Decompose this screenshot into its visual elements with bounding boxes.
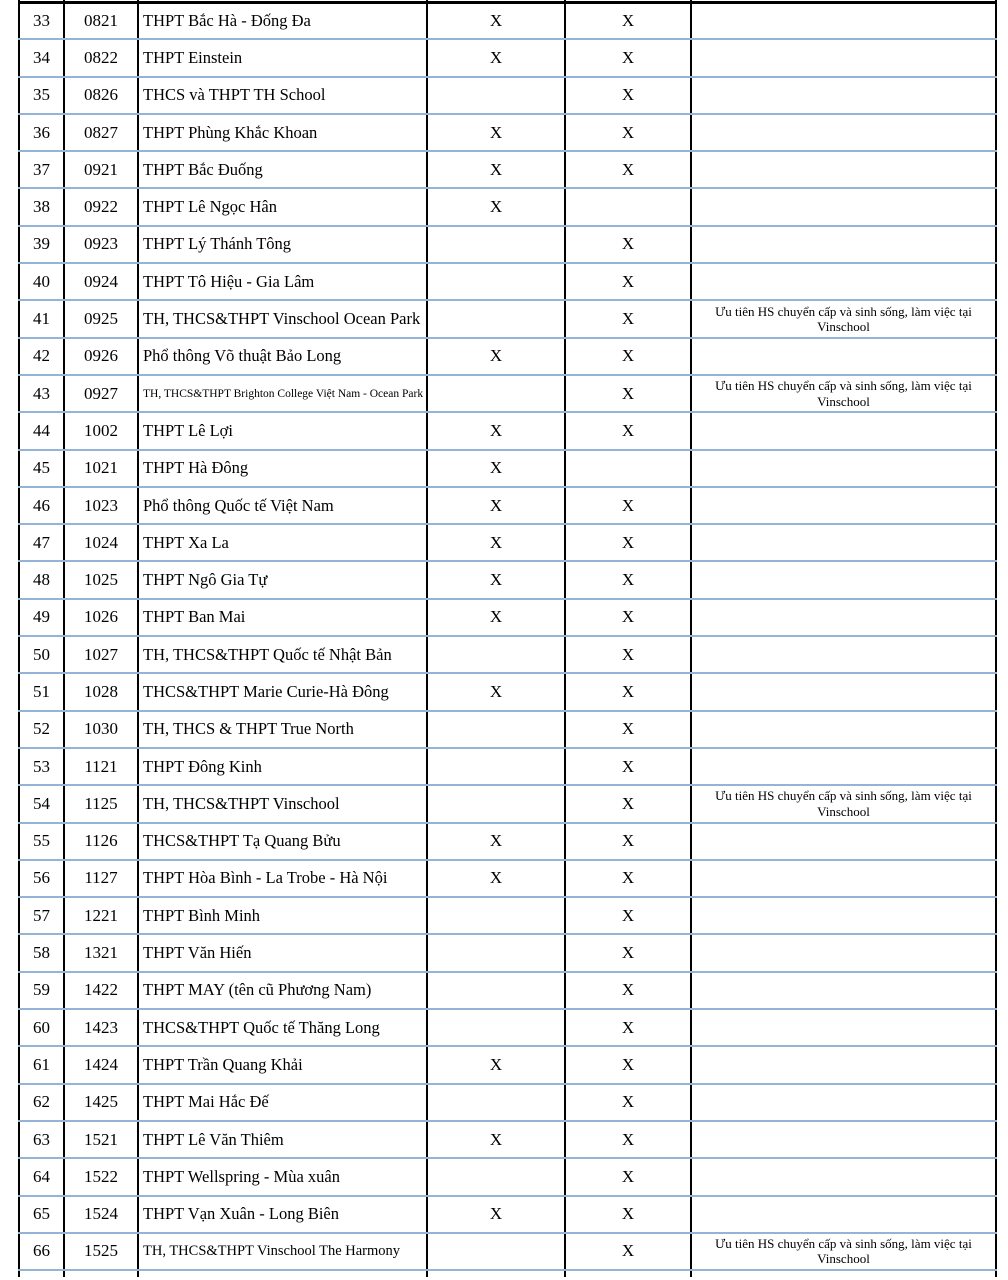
table-row bbox=[19, 114, 996, 151]
mark-col-1-cell: X bbox=[427, 39, 565, 76]
school-code-cell: 0923 bbox=[64, 226, 138, 263]
school-name-cell: THPT Ban Mai bbox=[138, 599, 427, 636]
table-row bbox=[19, 1121, 996, 1158]
school-code-cell: 1521 bbox=[64, 1121, 138, 1158]
row-number-cell: 41 bbox=[19, 300, 64, 337]
row-number-cell: 65 bbox=[19, 1196, 64, 1233]
school-code-cell: 1126 bbox=[64, 823, 138, 860]
school-name-cell: TH, THCS&THPT Brighton College Việt Nam - Ocean Park bbox=[138, 375, 427, 412]
row-number-cell: 61 bbox=[19, 1046, 64, 1083]
mark-col-1-cell bbox=[427, 300, 565, 337]
priority-note-cell bbox=[691, 188, 996, 225]
mark-col-2-cell: X bbox=[565, 39, 691, 76]
mark-col-2-cell: X bbox=[565, 748, 691, 785]
priority-note-cell bbox=[691, 748, 996, 785]
priority-note-cell bbox=[691, 226, 996, 263]
table-row bbox=[19, 151, 996, 188]
row-number-cell: 36 bbox=[19, 114, 64, 151]
school-name-cell: THPT Lê Ngọc Hân bbox=[138, 188, 427, 225]
school-name-cell: THPT Lê Lợi bbox=[138, 412, 427, 449]
mark-col-2-cell: X bbox=[565, 2, 691, 39]
table-row bbox=[19, 524, 996, 561]
table-row bbox=[19, 450, 996, 487]
mark-col-2-cell: X bbox=[565, 1233, 691, 1270]
mark-col-2-cell: X bbox=[565, 524, 691, 561]
priority-note-cell bbox=[691, 599, 996, 636]
mark-col-1-cell bbox=[427, 897, 565, 934]
priority-note-cell bbox=[691, 1084, 996, 1121]
mark-col-1-cell: X bbox=[427, 1046, 565, 1083]
school-code-cell: 1030 bbox=[64, 711, 138, 748]
mark-col-2-cell: X bbox=[565, 487, 691, 524]
row-number-cell: 64 bbox=[19, 1158, 64, 1195]
school-code-cell: 1425 bbox=[64, 1084, 138, 1121]
priority-note-cell bbox=[691, 524, 996, 561]
school-code-cell: 1422 bbox=[64, 972, 138, 1009]
priority-note-cell bbox=[691, 972, 996, 1009]
mark-col-2-cell: X bbox=[565, 412, 691, 449]
school-name-cell: THPT Lý Thánh Tông bbox=[138, 226, 427, 263]
row-number-cell: 33 bbox=[19, 2, 64, 39]
table-row bbox=[19, 1233, 996, 1270]
priority-note-cell bbox=[691, 338, 996, 375]
table-row bbox=[19, 188, 996, 225]
school-code-cell: 1423 bbox=[64, 1009, 138, 1046]
table-row bbox=[19, 1158, 996, 1195]
school-code-cell: 1028 bbox=[64, 673, 138, 710]
school-code-cell: 1025 bbox=[64, 561, 138, 598]
cell-empty bbox=[138, 1270, 427, 1277]
mark-col-1-cell: X bbox=[427, 823, 565, 860]
mark-col-1-cell bbox=[427, 1084, 565, 1121]
mark-col-2-cell: X bbox=[565, 375, 691, 412]
row-number-cell: 51 bbox=[19, 673, 64, 710]
row-number-cell: 58 bbox=[19, 934, 64, 971]
mark-col-2-cell: X bbox=[565, 300, 691, 337]
table-row bbox=[19, 897, 996, 934]
table-row bbox=[19, 823, 996, 860]
row-number-cell: 50 bbox=[19, 636, 64, 673]
school-name-cell: THPT Mai Hắc Đế bbox=[138, 1084, 427, 1121]
table-row bbox=[19, 487, 996, 524]
school-table bbox=[18, 0, 997, 1277]
school-name-cell: THPT Bình Minh bbox=[138, 897, 427, 934]
school-code-cell: 1024 bbox=[64, 524, 138, 561]
row-number-cell: 45 bbox=[19, 450, 64, 487]
priority-note-cell bbox=[691, 897, 996, 934]
row-number-cell: 44 bbox=[19, 412, 64, 449]
mark-col-2-cell: X bbox=[565, 561, 691, 598]
school-code-cell: 1023 bbox=[64, 487, 138, 524]
table-row bbox=[19, 263, 996, 300]
mark-col-2-cell: X bbox=[565, 785, 691, 822]
table-row bbox=[19, 636, 996, 673]
school-code-cell: 0925 bbox=[64, 300, 138, 337]
school-name-cell: THPT Lê Văn Thiêm bbox=[138, 1121, 427, 1158]
priority-note-cell bbox=[691, 823, 996, 860]
priority-note-cell bbox=[691, 711, 996, 748]
priority-note-cell bbox=[691, 1046, 996, 1083]
table-row bbox=[19, 2, 996, 39]
row-number-cell: 66 bbox=[19, 1233, 64, 1270]
mark-col-1-cell bbox=[427, 1233, 565, 1270]
table-row bbox=[19, 748, 996, 785]
table-row bbox=[19, 412, 996, 449]
priority-note-cell bbox=[691, 412, 996, 449]
row-number-cell: 42 bbox=[19, 338, 64, 375]
mark-col-1-cell: X bbox=[427, 487, 565, 524]
mark-col-1-cell bbox=[427, 972, 565, 1009]
mark-col-2-cell: X bbox=[565, 972, 691, 1009]
mark-col-2-cell: X bbox=[565, 226, 691, 263]
table-row bbox=[19, 1084, 996, 1121]
school-code-cell: 1522 bbox=[64, 1158, 138, 1195]
table-row bbox=[19, 226, 996, 263]
mark-col-1-cell: X bbox=[427, 1196, 565, 1233]
mark-col-1-cell bbox=[427, 226, 565, 263]
school-code-cell: 0927 bbox=[64, 375, 138, 412]
priority-note-cell bbox=[691, 2, 996, 39]
priority-note-cell: Ưu tiên HS chuyển cấp và sinh sống, làm việc tại Vinschool bbox=[691, 300, 996, 337]
mark-col-1-cell bbox=[427, 748, 565, 785]
school-name-cell: THPT Vạn Xuân - Long Biên bbox=[138, 1196, 427, 1233]
school-code-cell: 0821 bbox=[64, 2, 138, 39]
school-name-cell: TH, THCS & THPT True North bbox=[138, 711, 427, 748]
mark-col-1-cell bbox=[427, 636, 565, 673]
priority-note-cell bbox=[691, 39, 996, 76]
mark-col-2-cell: X bbox=[565, 1084, 691, 1121]
mark-col-1-cell: X bbox=[427, 860, 565, 897]
mark-col-1-cell bbox=[427, 711, 565, 748]
school-code-cell: 1002 bbox=[64, 412, 138, 449]
row-number-cell: 55 bbox=[19, 823, 64, 860]
school-code-cell: 1127 bbox=[64, 860, 138, 897]
table-row-partial-bottom bbox=[19, 1270, 996, 1277]
priority-note-cell bbox=[691, 114, 996, 151]
row-number-cell: 46 bbox=[19, 487, 64, 524]
mark-col-1-cell: X bbox=[427, 450, 565, 487]
cell-empty bbox=[691, 1270, 996, 1277]
priority-note-cell bbox=[691, 151, 996, 188]
priority-note-cell bbox=[691, 1121, 996, 1158]
table-row bbox=[19, 1046, 996, 1083]
row-number-cell: 54 bbox=[19, 785, 64, 822]
row-number-cell: 49 bbox=[19, 599, 64, 636]
school-name-cell: TH, THCS&THPT Vinschool The Harmony bbox=[138, 1233, 427, 1270]
school-name-cell: THCS&THPT Tạ Quang Bửu bbox=[138, 823, 427, 860]
school-code-cell: 0926 bbox=[64, 338, 138, 375]
row-number-cell: 40 bbox=[19, 263, 64, 300]
cell-empty bbox=[565, 1270, 691, 1277]
cell-empty bbox=[19, 1270, 64, 1277]
mark-col-2-cell: X bbox=[565, 636, 691, 673]
mark-col-1-cell: X bbox=[427, 1121, 565, 1158]
school-name-cell: THPT Ngô Gia Tự bbox=[138, 561, 427, 598]
school-name-cell: THPT Bắc Hà - Đống Đa bbox=[138, 2, 427, 39]
school-code-cell: 0922 bbox=[64, 188, 138, 225]
school-name-cell: Phổ thông Quốc tế Việt Nam bbox=[138, 487, 427, 524]
school-name-cell: THPT Hà Đông bbox=[138, 450, 427, 487]
cell-empty bbox=[64, 1270, 138, 1277]
school-code-cell: 1524 bbox=[64, 1196, 138, 1233]
school-name-cell: THPT Phùng Khắc Khoan bbox=[138, 114, 427, 151]
mark-col-2-cell: X bbox=[565, 897, 691, 934]
table-row bbox=[19, 77, 996, 114]
school-name-cell: TH, THCS&THPT Quốc tế Nhật Bản bbox=[138, 636, 427, 673]
mark-col-2-cell bbox=[565, 450, 691, 487]
mark-col-2-cell: X bbox=[565, 263, 691, 300]
school-name-cell: THPT Xa La bbox=[138, 524, 427, 561]
school-code-cell: 1021 bbox=[64, 450, 138, 487]
row-number-cell: 56 bbox=[19, 860, 64, 897]
mark-col-2-cell: X bbox=[565, 1196, 691, 1233]
mark-col-1-cell bbox=[427, 77, 565, 114]
mark-col-2-cell: X bbox=[565, 860, 691, 897]
mark-col-1-cell bbox=[427, 934, 565, 971]
mark-col-1-cell: X bbox=[427, 188, 565, 225]
school-name-cell: THPT Einstein bbox=[138, 39, 427, 76]
school-name-cell: THCS&THPT Quốc tế Thăng Long bbox=[138, 1009, 427, 1046]
school-name-cell: THPT Văn Hiến bbox=[138, 934, 427, 971]
mark-col-2-cell bbox=[565, 188, 691, 225]
school-code-cell: 1027 bbox=[64, 636, 138, 673]
row-number-cell: 52 bbox=[19, 711, 64, 748]
school-code-cell: 0827 bbox=[64, 114, 138, 151]
row-number-cell: 57 bbox=[19, 897, 64, 934]
school-name-cell: Phổ thông Võ thuật Bảo Long bbox=[138, 338, 427, 375]
row-number-cell: 62 bbox=[19, 1084, 64, 1121]
school-code-cell: 1026 bbox=[64, 599, 138, 636]
mark-col-1-cell: X bbox=[427, 151, 565, 188]
mark-col-1-cell: X bbox=[427, 2, 565, 39]
row-number-cell: 37 bbox=[19, 151, 64, 188]
mark-col-1-cell: X bbox=[427, 114, 565, 151]
table-row bbox=[19, 599, 996, 636]
school-code-cell: 1121 bbox=[64, 748, 138, 785]
school-name-cell: TH, THCS&THPT Vinschool Ocean Park bbox=[138, 300, 427, 337]
mark-col-1-cell bbox=[427, 785, 565, 822]
row-number-cell: 43 bbox=[19, 375, 64, 412]
school-code-cell: 1221 bbox=[64, 897, 138, 934]
mark-col-2-cell: X bbox=[565, 114, 691, 151]
mark-col-1-cell: X bbox=[427, 412, 565, 449]
table-row bbox=[19, 1009, 996, 1046]
table-row bbox=[19, 673, 996, 710]
school-code-cell: 1125 bbox=[64, 785, 138, 822]
priority-note-cell: Ưu tiên HS chuyển cấp và sinh sống, làm việc tại Vinschool bbox=[691, 785, 996, 822]
mark-col-2-cell: X bbox=[565, 77, 691, 114]
priority-note-cell: Ưu tiên HS chuyển cấp và sinh sống, làm việc tại Vinschool bbox=[691, 1233, 996, 1270]
school-code-cell: 1424 bbox=[64, 1046, 138, 1083]
mark-col-2-cell: X bbox=[565, 711, 691, 748]
row-number-cell: 48 bbox=[19, 561, 64, 598]
table-row bbox=[19, 561, 996, 598]
mark-col-2-cell: X bbox=[565, 1046, 691, 1083]
row-number-cell: 39 bbox=[19, 226, 64, 263]
table-row bbox=[19, 785, 996, 822]
school-code-cell: 0826 bbox=[64, 77, 138, 114]
priority-note-cell bbox=[691, 934, 996, 971]
priority-note-cell bbox=[691, 263, 996, 300]
mark-col-2-cell: X bbox=[565, 1121, 691, 1158]
mark-col-1-cell bbox=[427, 263, 565, 300]
priority-note-cell bbox=[691, 1158, 996, 1195]
table-row bbox=[19, 711, 996, 748]
school-name-cell: THCS và THPT TH School bbox=[138, 77, 427, 114]
school-name-cell: TH, THCS&THPT Vinschool bbox=[138, 785, 427, 822]
table-row bbox=[19, 860, 996, 897]
mark-col-1-cell: X bbox=[427, 599, 565, 636]
school-name-cell: THPT Đông Kinh bbox=[138, 748, 427, 785]
school-code-cell: 0822 bbox=[64, 39, 138, 76]
row-number-cell: 59 bbox=[19, 972, 64, 1009]
table-row bbox=[19, 39, 996, 76]
school-code-cell: 0924 bbox=[64, 263, 138, 300]
mark-col-2-cell: X bbox=[565, 151, 691, 188]
table-row bbox=[19, 375, 996, 412]
school-name-cell: THPT Tô Hiệu - Gia Lâm bbox=[138, 263, 427, 300]
mark-col-1-cell bbox=[427, 375, 565, 412]
mark-col-1-cell bbox=[427, 1009, 565, 1046]
priority-note-cell bbox=[691, 1009, 996, 1046]
school-code-cell: 1321 bbox=[64, 934, 138, 971]
school-name-cell: THPT Wellspring - Mùa xuân bbox=[138, 1158, 427, 1195]
row-number-cell: 60 bbox=[19, 1009, 64, 1046]
row-number-cell: 38 bbox=[19, 188, 64, 225]
priority-note-cell bbox=[691, 77, 996, 114]
row-number-cell: 34 bbox=[19, 39, 64, 76]
mark-col-2-cell: X bbox=[565, 1009, 691, 1046]
row-number-cell: 63 bbox=[19, 1121, 64, 1158]
priority-note-cell bbox=[691, 636, 996, 673]
table-row bbox=[19, 934, 996, 971]
school-name-cell: THCS&THPT Marie Curie-Hà Đông bbox=[138, 673, 427, 710]
mark-col-1-cell: X bbox=[427, 338, 565, 375]
school-code-cell: 1525 bbox=[64, 1233, 138, 1270]
table-row bbox=[19, 1196, 996, 1233]
row-number-cell: 47 bbox=[19, 524, 64, 561]
school-name-cell: THPT Bắc Đuống bbox=[138, 151, 427, 188]
mark-col-2-cell: X bbox=[565, 934, 691, 971]
priority-note-cell bbox=[691, 487, 996, 524]
row-number-cell: 35 bbox=[19, 77, 64, 114]
priority-note-cell bbox=[691, 860, 996, 897]
priority-note-cell bbox=[691, 673, 996, 710]
mark-col-2-cell: X bbox=[565, 823, 691, 860]
mark-col-1-cell: X bbox=[427, 524, 565, 561]
cell-empty bbox=[427, 1270, 565, 1277]
school-name-cell: THPT Trần Quang Khải bbox=[138, 1046, 427, 1083]
row-number-cell: 53 bbox=[19, 748, 64, 785]
priority-note-cell: Ưu tiên HS chuyển cấp và sinh sống, làm việc tại Vinschool bbox=[691, 375, 996, 412]
mark-col-1-cell: X bbox=[427, 673, 565, 710]
mark-col-1-cell: X bbox=[427, 561, 565, 598]
priority-note-cell bbox=[691, 450, 996, 487]
school-name-cell: THPT MAY (tên cũ Phương Nam) bbox=[138, 972, 427, 1009]
table-row bbox=[19, 338, 996, 375]
mark-col-2-cell: X bbox=[565, 1158, 691, 1195]
table-row bbox=[19, 300, 996, 337]
priority-note-cell bbox=[691, 561, 996, 598]
school-name-cell: THPT Hòa Bình - La Trobe - Hà Nội bbox=[138, 860, 427, 897]
table-row bbox=[19, 972, 996, 1009]
school-code-cell: 0921 bbox=[64, 151, 138, 188]
mark-col-2-cell: X bbox=[565, 599, 691, 636]
mark-col-2-cell: X bbox=[565, 338, 691, 375]
priority-note-cell bbox=[691, 1196, 996, 1233]
mark-col-1-cell bbox=[427, 1158, 565, 1195]
mark-col-2-cell: X bbox=[565, 673, 691, 710]
